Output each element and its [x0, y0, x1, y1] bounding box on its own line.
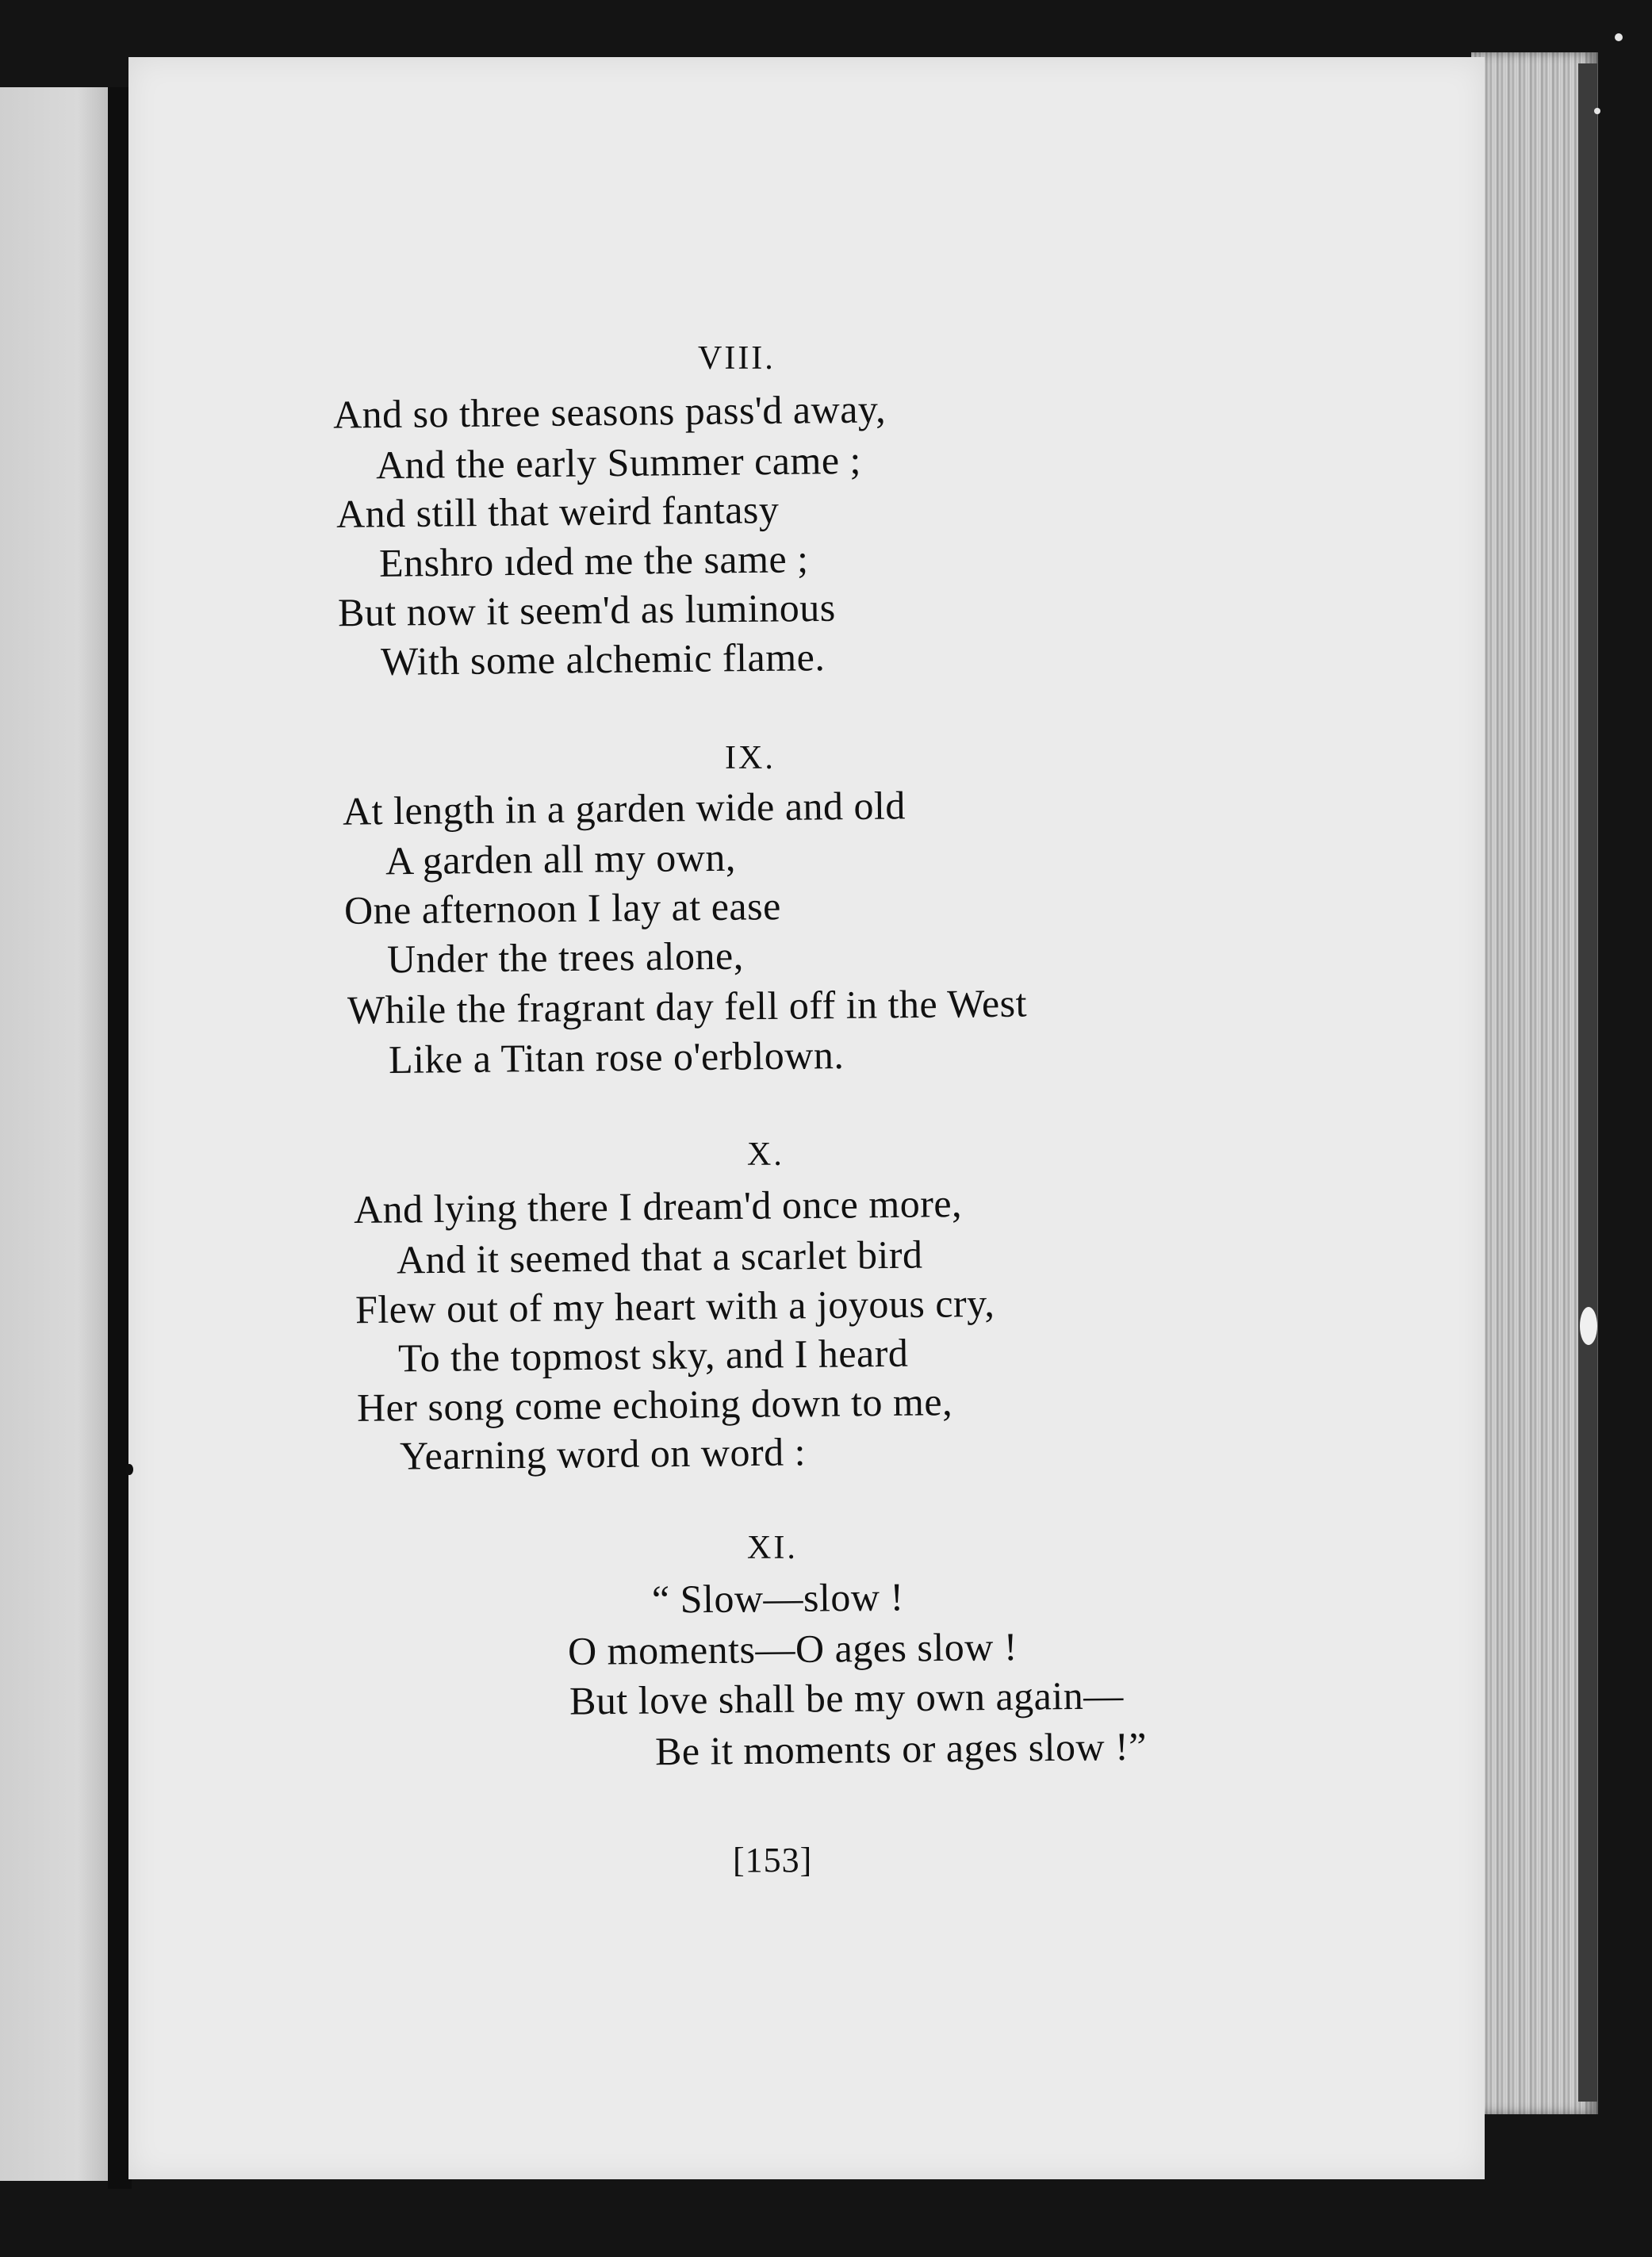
section-heading-viii: VIII.: [698, 340, 776, 377]
poem-line: And still that weird fantasy: [335, 487, 780, 536]
poem-line: And so three seasons pass'd away,: [332, 386, 887, 437]
book-cover-edge: [1578, 63, 1597, 2102]
poem-line: Enshro ıded me the same ;: [378, 536, 809, 585]
poem-line: Be it moments or ages slow !”: [654, 1723, 1148, 1774]
book-page: [128, 57, 1485, 2179]
scan-speck: [1615, 33, 1623, 41]
page-number: [153]: [733, 1841, 813, 1880]
poem-line: Her song come echoing down to me,: [356, 1379, 953, 1430]
poem-line: “ Slow—slow !: [651, 1574, 904, 1622]
poem-line: O moments—O ages slow !: [567, 1624, 1018, 1673]
poem-line: To the topmost sky, and I heard: [397, 1330, 909, 1381]
poem-line: A garden all my own,: [385, 834, 737, 883]
poem-line: And it seemed that a scarlet bird: [396, 1232, 923, 1282]
poem-line: And lying there I dream'd once more,: [353, 1180, 963, 1232]
poem-line: But love shall be my own again—: [569, 1673, 1125, 1723]
poem-line: And the early Summer came ;: [375, 437, 862, 488]
poem-line: Like a Titan rose o'erblown.: [388, 1032, 845, 1083]
poem-line: While the fragrant day fell off in the West: [347, 980, 1028, 1033]
poem-line: Under the trees alone,: [386, 933, 744, 982]
poem-line: At length in a garden wide and old: [342, 783, 906, 833]
poem-line: Yearning word on word :: [399, 1429, 807, 1478]
poem-line: With some alchemic flame.: [380, 634, 826, 684]
poem-line: One afternoon I lay at ease: [343, 883, 782, 933]
poem-line: Flew out of my heart with a joyous cry,: [355, 1280, 995, 1332]
section-heading-ix: IX.: [725, 740, 776, 776]
scan-speck: [1580, 1307, 1597, 1345]
section-heading-x: X.: [747, 1136, 784, 1173]
scan-speck: [1594, 108, 1600, 114]
scan-speck: [125, 1464, 133, 1475]
section-heading-xi: XI.: [747, 1530, 798, 1566]
facing-page-edge: [0, 87, 111, 2181]
poem-line: But now it seem'd as luminous: [337, 584, 836, 635]
